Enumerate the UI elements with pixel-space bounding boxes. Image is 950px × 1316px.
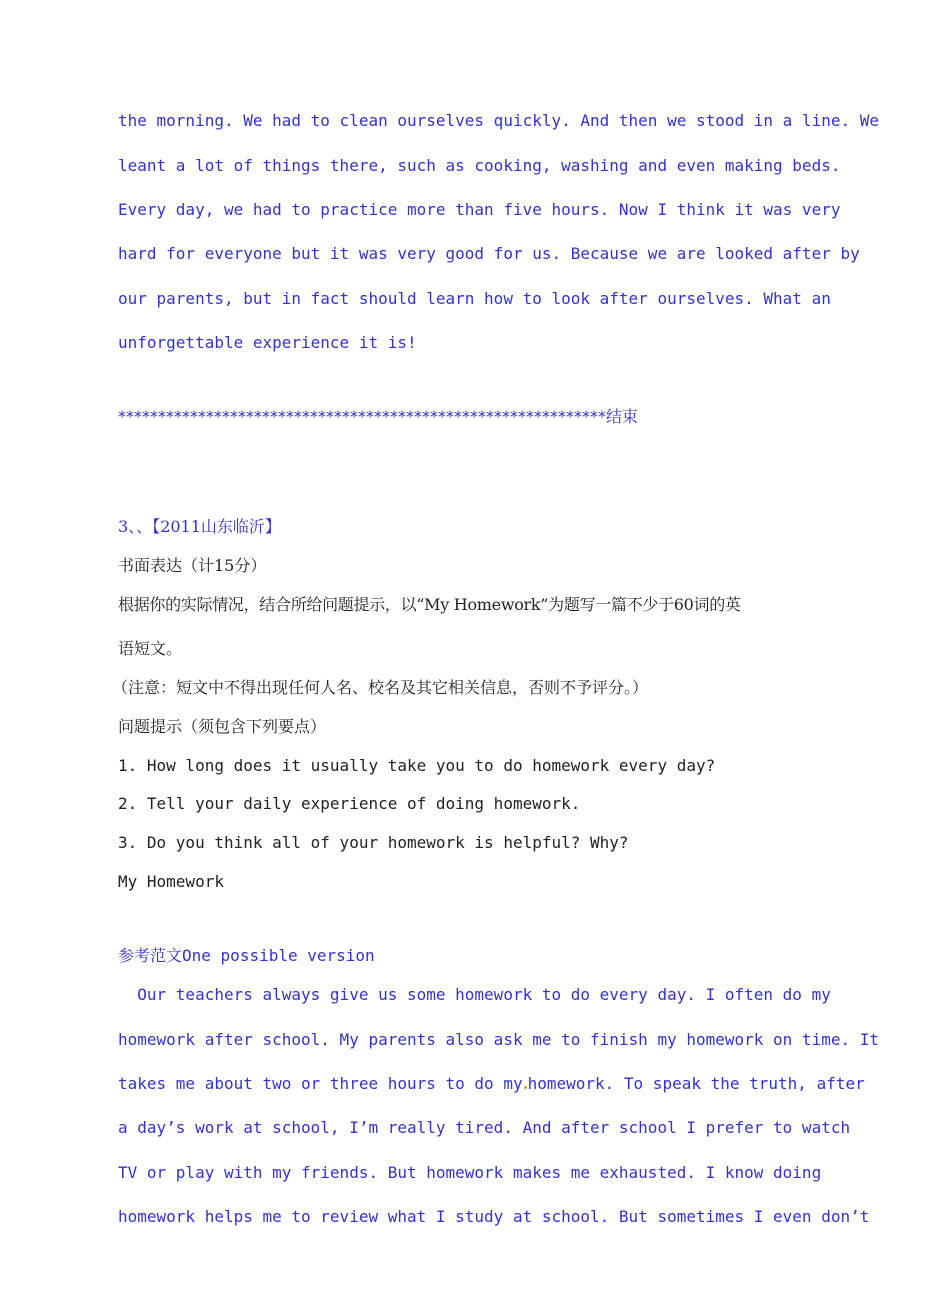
sample-line-3-rest: homework. To speak the truth, after [527, 1074, 865, 1093]
instruction-line-2: 语短文。 [118, 639, 183, 658]
essay-line-6: unforgettable experience it is! [118, 333, 417, 352]
essay-title: My Homework [118, 872, 224, 891]
essay-line-1: the morning. We had to clean ourselves quickly. And then we stood in a line. We [118, 111, 879, 130]
sample-line-4: a day’s work at school, I’m really tired. And after school I prefer to watch [118, 1118, 851, 1137]
essay-line-4: hard for everyone but it was very good for us. Because we are looked after by [118, 244, 860, 263]
sample-heading-cn: 参考范文 [118, 946, 183, 965]
hint-1: 1. How long does it usually take you to do homework every day? [118, 756, 716, 775]
end-marker-label: 结束 [606, 407, 639, 426]
essay-line-3: Every day, we had to practice more than five hours. Now I think it was very [118, 200, 841, 219]
instruction-note: （注意：短文中不得出现任何人名、校名及其它相关信息，否则不予评分。） [112, 678, 649, 697]
question-number: 3、、 [118, 517, 153, 536]
question-heading: 书面表达（计15分） [118, 556, 267, 575]
hint-3: 3. Do you think all of your homework is helpful? Why? [118, 833, 629, 852]
sample-line-3-start: takes me about two or three hours to do my [118, 1074, 523, 1093]
essay-line-2: leant a lot of things there, such as cooking, washing and even making beds. [118, 156, 841, 175]
sample-line-1: Our teachers always give us some homework to do every day. I often do my [118, 985, 831, 1004]
hint-2: 2. Tell your daily experience of doing homework. [118, 794, 581, 813]
essay-line-5: our parents, but in fact should learn how to look after ourselves. What an [118, 289, 831, 308]
sample-heading [118, 946, 375, 966]
sample-line-5: TV or play with my friends. But homework makes me exhausted. I know doing [118, 1163, 822, 1182]
instruction-line-1: 根据你的实际情况，结合所给问题提示，以“My Homework”为题写一篇不少于60词的英 [118, 595, 741, 614]
hints-heading: 问题提示（须包含下列要点） [118, 717, 327, 736]
stray-dot-mark [524, 1086, 527, 1089]
end-marker [118, 407, 638, 427]
sample-line-3 [118, 1074, 865, 1094]
sample-line-2: homework after school. My parents also ask me to finish my homework on time. It [118, 1030, 879, 1049]
question-source: 【2011山东临沂】 [152, 517, 281, 536]
sample-heading-en: One possible version [182, 946, 375, 965]
end-marker-stars: ************************************************************* [118, 407, 606, 426]
sample-line-6: homework helps me to review what I study at school. But sometimes I even don’t [118, 1207, 870, 1226]
question-header [118, 517, 281, 537]
